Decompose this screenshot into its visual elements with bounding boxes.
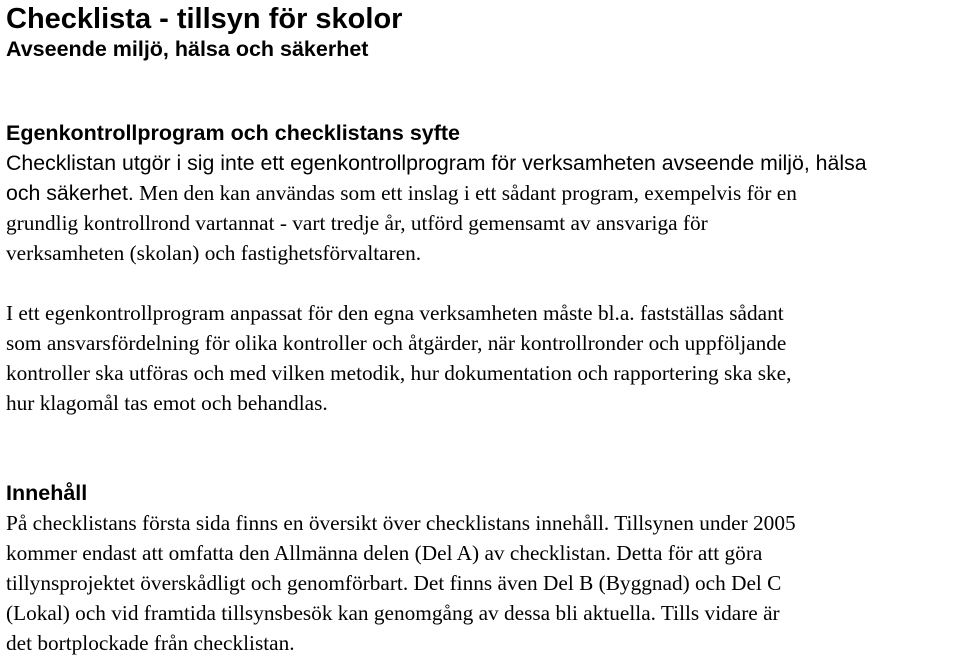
section-heading-purpose: Egenkontrollprogram och checklistans syfte bbox=[6, 121, 461, 145]
paragraph-line bbox=[6, 178, 960, 208]
section-heading-contents: Innehåll bbox=[6, 481, 88, 505]
document-page bbox=[6, 0, 960, 658]
paragraph-line-serif-part: Men den kan användas som ett inslag i ett sådant program, exempelvis för en bbox=[133, 181, 797, 205]
paragraph-line: På checklistans första sida finns en översikt över checklistans innehåll. Tillsynen under 2005 bbox=[6, 511, 796, 535]
paragraph-line-sans-part: och säkerhet. bbox=[6, 181, 134, 205]
paragraph-line: grundlig kontrollrond vartannat - vart tredje år, utförd gemensamt av ansvariga för bbox=[6, 211, 708, 235]
paragraph-line: kommer endast att omfatta den Allmänna delen (Del A) av checklistan. Detta för att göra bbox=[6, 541, 763, 565]
contents-paragraph-1 bbox=[6, 508, 960, 658]
purpose-paragraph-1 bbox=[6, 148, 960, 268]
section-contents bbox=[6, 478, 960, 658]
paragraph-line: som ansvarsfördelning för olika kontroller och åtgärder, när kontrollronder och uppföljande bbox=[6, 331, 787, 355]
document-subtitle: Avseende miljö, hälsa och säkerhet bbox=[6, 37, 369, 61]
paragraph-line: I ett egenkontrollprogram anpassat för den egna verksamheten måste bl.a. fastställas sådant bbox=[6, 301, 784, 325]
paragraph-line: (Lokal) och vid framtida tillsynsbesök kan genomgång av dessa bli aktuella. Tills vidare är bbox=[6, 601, 780, 625]
section-purpose bbox=[6, 118, 960, 418]
paragraph-line: verksamheten (skolan) och fastighetsförvaltaren. bbox=[6, 241, 422, 265]
paragraph-line: det bortplockade från checklistan. bbox=[6, 631, 295, 655]
paragraph-line: kontroller ska utföras och med vilken metodik, hur dokumentation och rapportering ska ske, bbox=[6, 361, 792, 385]
paragraph-line: hur klagomål tas emot och behandlas. bbox=[6, 391, 328, 415]
document-title: Checklista - tillsyn för skolor bbox=[6, 3, 403, 35]
paragraph-line: tillynsprojektet överskådligt och genomförbart. Det finns även Del B (Byggnad) och Del C bbox=[6, 571, 782, 595]
paragraph-line: Checklistan utgör i sig inte ett egenkontrollprogram för verksamheten avseende miljö, hälsa bbox=[6, 151, 867, 175]
purpose-paragraph-2 bbox=[6, 298, 960, 418]
